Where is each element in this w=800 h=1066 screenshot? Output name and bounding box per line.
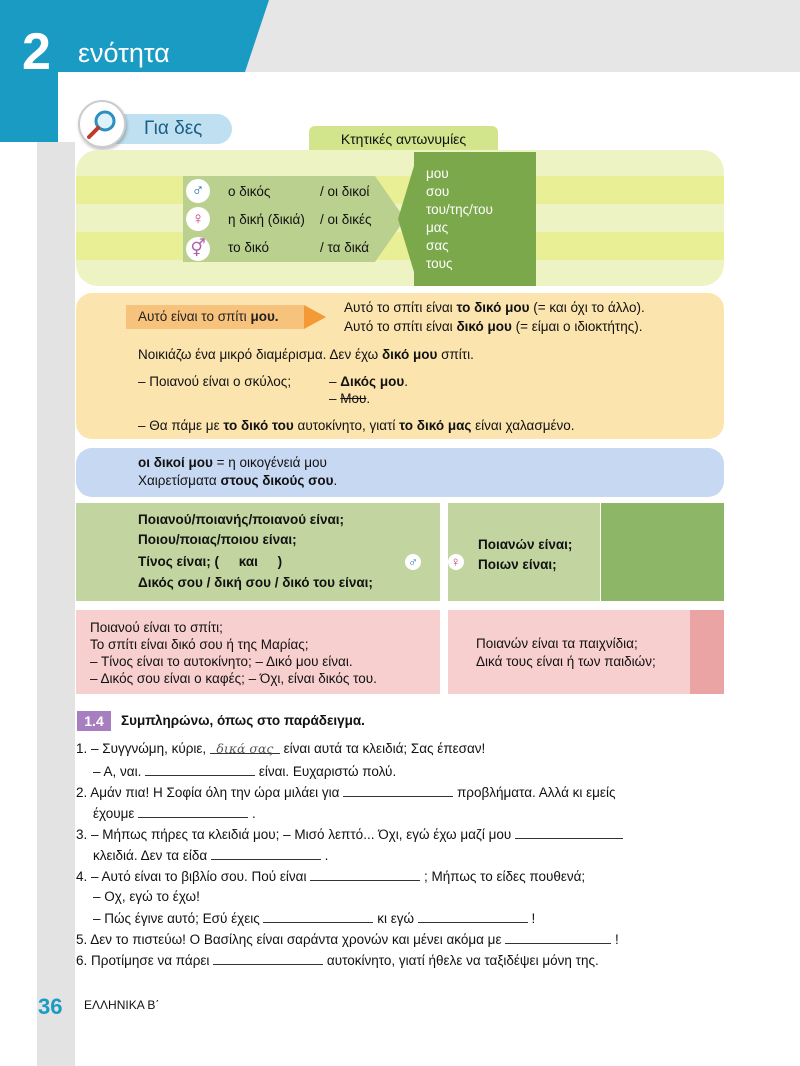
example-answer: δικά σας — [210, 741, 280, 754]
question-table-bar — [601, 503, 724, 601]
answer-blank[interactable] — [263, 910, 373, 923]
example-line: – Θα πάμε με το δικό του αυτοκίνητο, γιατί το δικό μας είναι χαλασμένο. — [138, 418, 575, 433]
answer-blank[interactable] — [211, 847, 321, 860]
pronoun-form: ο δικός — [228, 184, 271, 199]
question-table-right — [448, 503, 600, 601]
possessive-item: τους — [426, 256, 453, 271]
table-title: Κτητικές αντωνυμίες — [309, 126, 498, 150]
example-line: Ποιανού είναι το σπίτι; — [90, 620, 223, 635]
exercise-line: – Α, ναι. είναι. Ευχαριστώ πολύ. — [93, 764, 397, 779]
exercise-line: κλειδιά. Δεν τα είδα . — [93, 848, 329, 863]
answer-blank[interactable] — [343, 784, 453, 797]
example-line: Αυτό το σπίτι είναι δικό μου (= είμαι ο ιδιοκτήτης). — [344, 319, 643, 334]
exercise-instruction: Συμπληρώνω, όπως στο παράδειγμα. — [121, 713, 365, 728]
answer-blank[interactable] — [505, 931, 611, 944]
exercise-line: 3. – Μήπως πήρες τα κλειδιά μου; – Μισό λεπτό... Όχι, εγώ έχω μαζί μου — [76, 826, 623, 842]
side-strip-gray — [37, 142, 75, 1066]
possessive-item: σου — [426, 184, 450, 199]
exercise-line: 2. Αμάν πια! Η Σοφία όλη την ώρα μιλάει για προβλήματα. Αλλά κι εμείς — [76, 785, 616, 800]
question-line: Δικός σου / δική σου / δικό του είναι; — [138, 575, 373, 590]
answer-blank[interactable] — [515, 826, 623, 839]
exercise-line: – Οχ, εγώ το έχω! — [93, 889, 200, 904]
example-line: Το σπίτι είναι δικό σου ή της Μαρίας; — [90, 637, 309, 652]
unit-number: 2 — [22, 23, 49, 81]
answer-blank[interactable] — [213, 952, 323, 965]
exercise-line: έχουμε . — [93, 806, 256, 821]
page-number: 36 — [38, 994, 63, 1019]
example-line: Δικά τους είναι ή των παιδιών; — [476, 654, 656, 669]
example-table-bar — [690, 610, 724, 694]
possessive-item: μου — [426, 166, 449, 181]
neuter-icon: ⚥ — [186, 237, 210, 261]
exercise-line: – Πώς έγινε αυτό; Εσύ έχεις κι εγώ ! — [93, 911, 536, 926]
arrow-icon — [304, 305, 326, 329]
see-label: Για δες — [144, 118, 203, 139]
exercise-line: 4. – Αυτό είναι το βιβλίο σου. Πού είναι ; Μήπως το είδες πουθενά; — [76, 869, 586, 884]
example-line: Νοικιάζω ένα μικρό διαμέρισμα. Δεν έχω δικό μου σπίτι. — [138, 347, 474, 362]
question-line: Ποιανού/ποιανής/ποιανού είναι; — [138, 512, 345, 527]
unit-word: ενότητα — [78, 38, 170, 68]
pronoun-plural: / τα δικά — [320, 240, 370, 255]
male-icon: ♂ — [405, 554, 421, 570]
exercise-line: 5. Δεν το πιστεύω! Ο Βασίλης είναι σαράντα χρονών και μένει ακόμα με ! — [76, 932, 619, 947]
example-line: – Τίνος είναι το αυτοκίνητο; – Δικό μου είναι. — [90, 654, 353, 669]
answer-blank[interactable] — [138, 805, 248, 818]
family-line: Χαιρετίσματα στους δικούς σου. — [138, 473, 338, 488]
example-label: Αυτό είναι το σπίτι μου. — [126, 305, 304, 329]
family-line: οι δικοί μου = η οικογένειά μου — [138, 455, 327, 470]
female-icon: ♀ — [448, 554, 464, 570]
question-line: Τίνος είναι; ( ♂ και ♀) — [138, 554, 282, 570]
question-line: Ποιων είναι; — [478, 557, 557, 572]
question-line: Ποιανών είναι; — [478, 537, 573, 552]
exercise-line: 1. – Συγγνώμη, κύριε, δικά σας είναι αυτά τα κλειδιά; Σας έπεσαν! — [76, 741, 486, 756]
header-slant — [245, 0, 269, 72]
possessive-item: μας — [426, 220, 449, 235]
example-line: Αυτό το σπίτι είναι το δικό μου (= και όχι το άλλο). — [344, 300, 645, 315]
example-question: – Ποιανού είναι ο σκύλος; — [138, 374, 292, 389]
example-answer: – Δικός μου. — [329, 374, 408, 389]
example-line: Ποιανών είναι τα παιχνίδια; — [476, 636, 638, 651]
book-title: ΕΛΛΗΝΙΚΑ Β΄ — [84, 998, 160, 1012]
pronoun-plural: / οι δικές — [320, 212, 372, 227]
pronoun-plural: / οι δικοί — [320, 184, 370, 199]
question-line: Ποιου/ποιας/ποιου είναι; — [138, 532, 297, 547]
exercise-line: 6. Προτίμησε να πάρει αυτοκίνητο, γιατί ήθελε να ταξιδέψει μόνη της. — [76, 953, 599, 968]
example-table-right — [448, 610, 724, 694]
example-line: – Δικός σου είναι ο καφές; – Όχι, είναι δικός του. — [90, 671, 377, 686]
example-answer-wrong: – Μου. — [329, 391, 371, 406]
possessive-item: σας — [426, 238, 449, 253]
magnifier-icon — [78, 100, 126, 148]
male-icon: ♂ — [186, 179, 210, 203]
possessive-item: του/της/του — [426, 202, 493, 217]
side-strip-blue — [0, 72, 58, 142]
answer-blank[interactable] — [418, 910, 528, 923]
answer-blank[interactable] — [310, 868, 420, 881]
answer-blank[interactable] — [145, 763, 255, 776]
pronoun-form: η δική (δικιά) — [228, 212, 305, 227]
female-icon: ♀ — [186, 207, 210, 231]
exercise-badge: 1.4 — [77, 711, 111, 731]
header-band — [230, 0, 800, 72]
pronoun-form: το δικό — [228, 240, 270, 255]
